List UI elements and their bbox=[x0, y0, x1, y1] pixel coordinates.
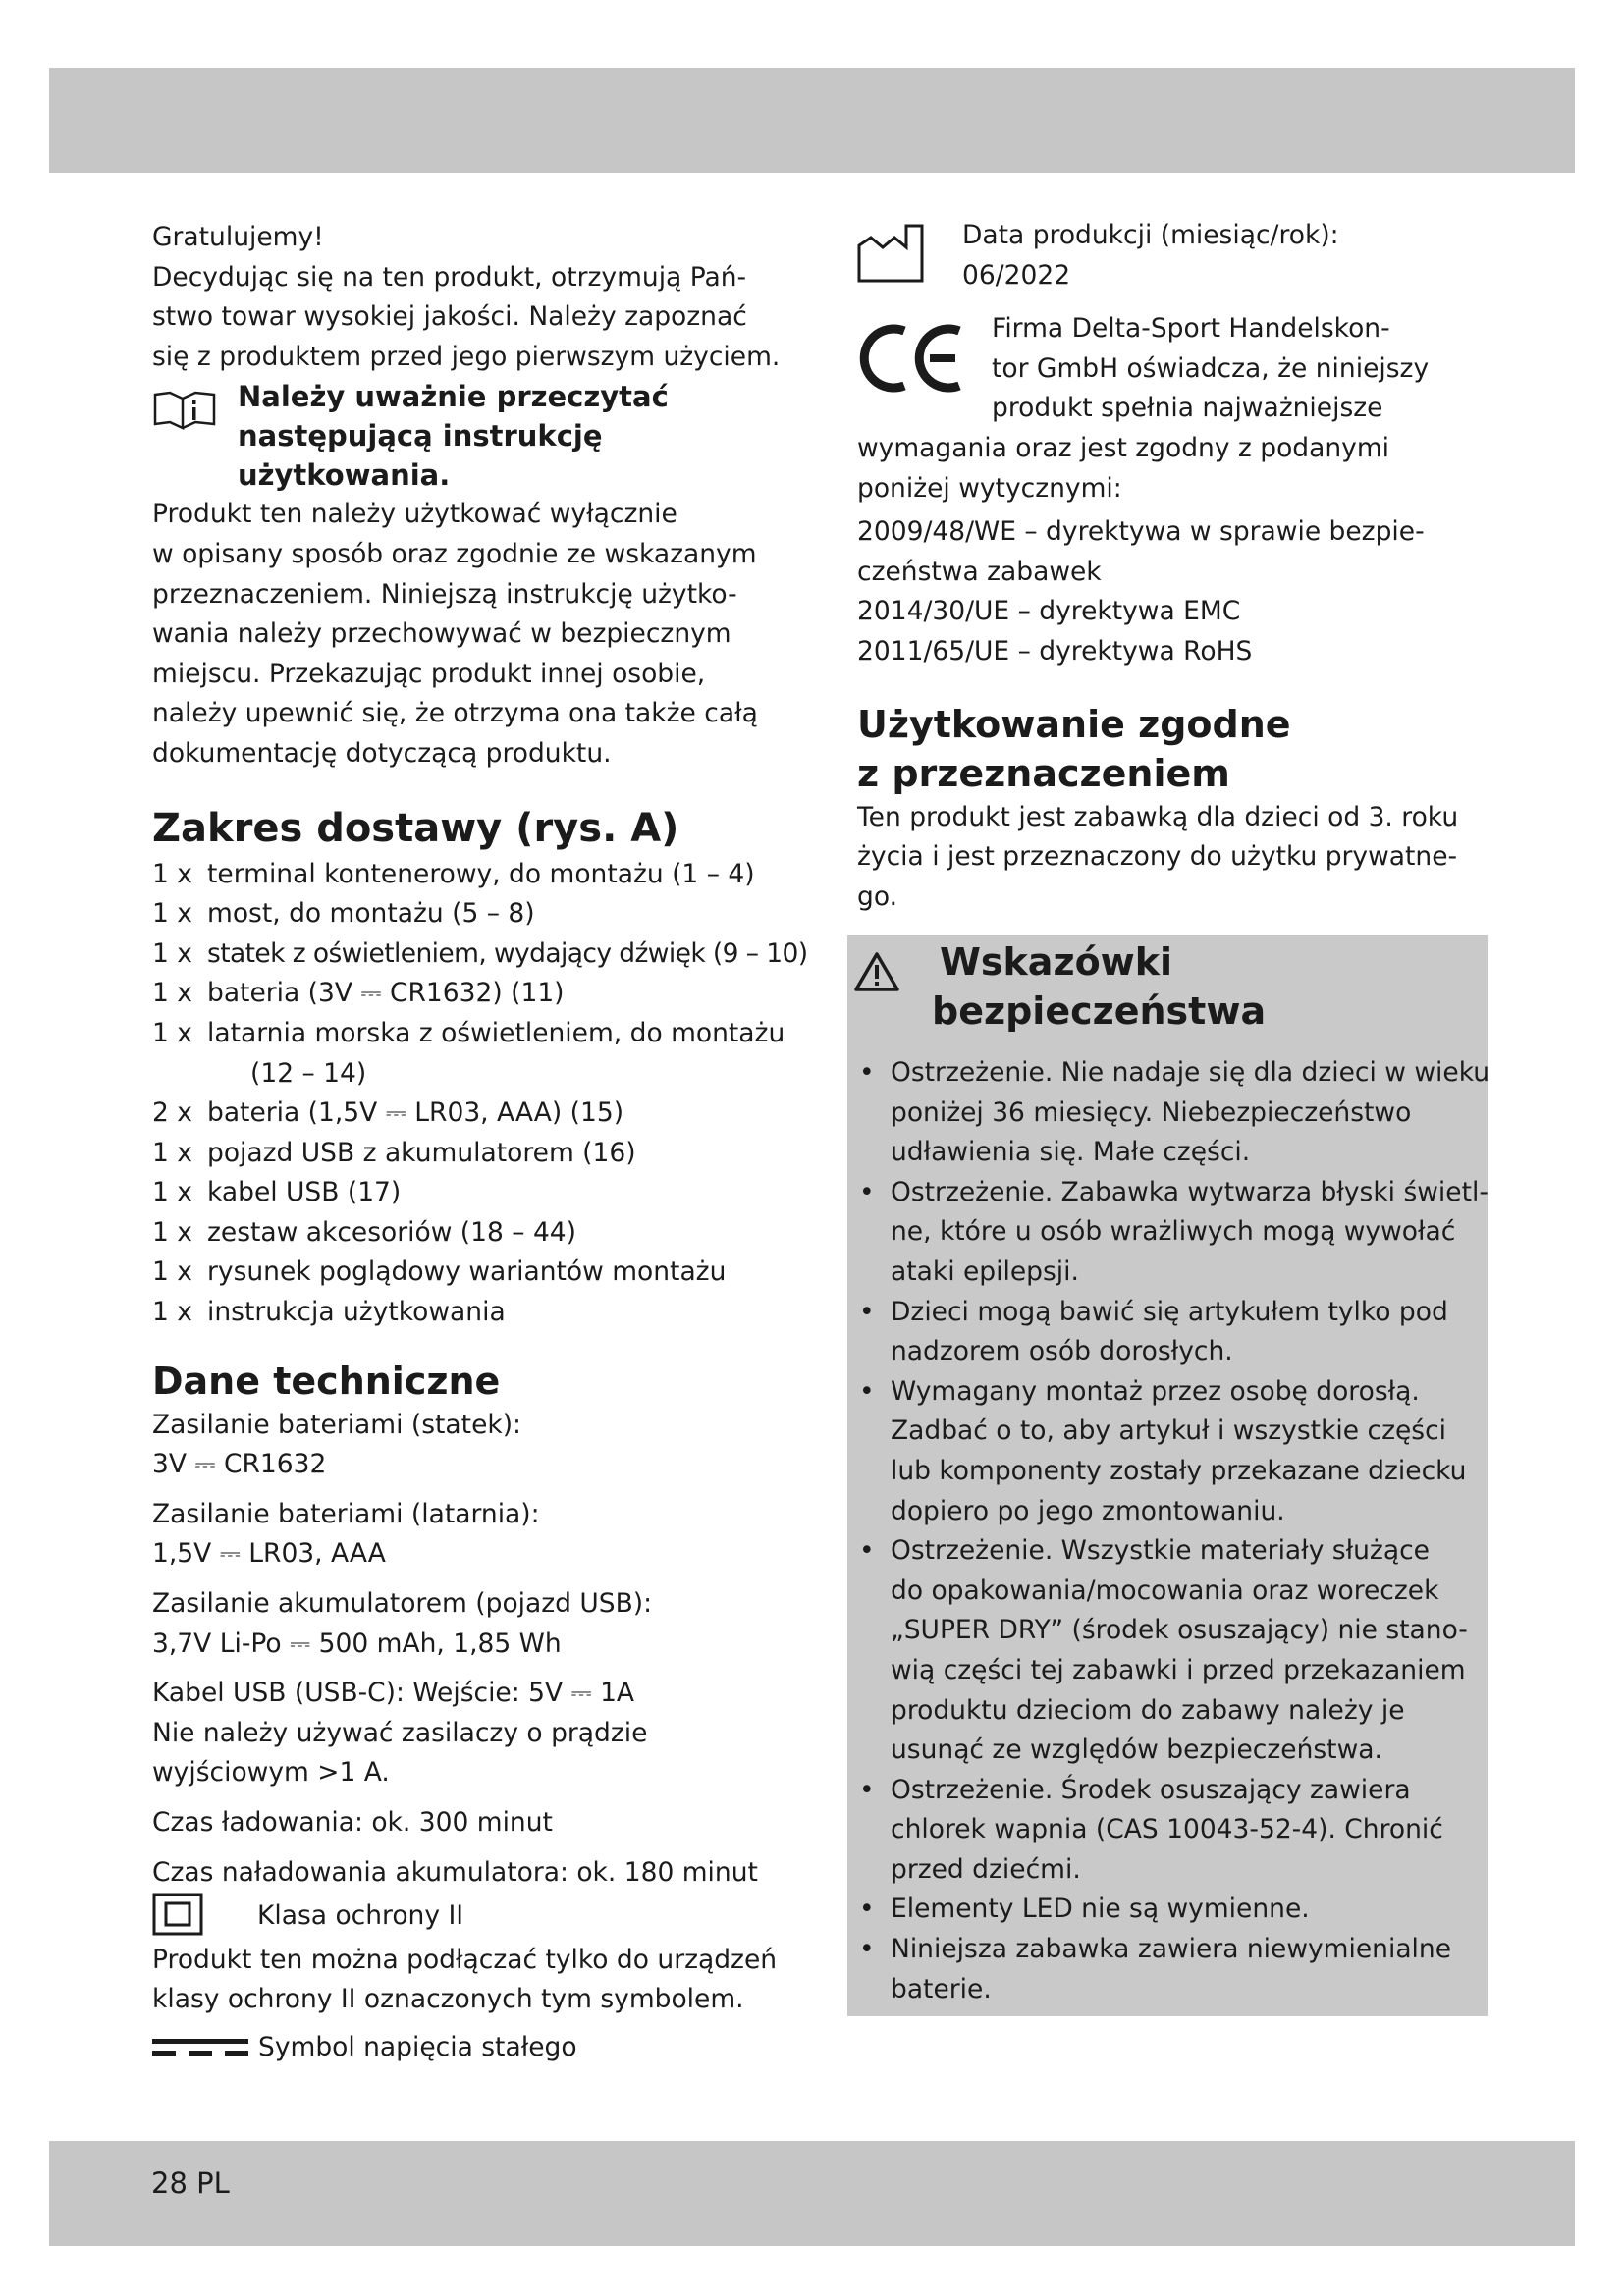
tech-lighthouse: Zasilanie bateriami (latarnia): 1,5V ⎓ LR03, AAA bbox=[152, 1498, 540, 1570]
directive-rohs: 2011/65/UE – dyrektywa RoHS bbox=[857, 635, 1253, 667]
read-instructions-notice bbox=[152, 377, 781, 495]
direct-current-icon bbox=[152, 2037, 248, 2060]
list-item: • Ostrzeżenie. Zabawka wytwarza błyski świetl- ne, które u osób wrażliwych mogą wywołać ataki epilepsji. bbox=[859, 1173, 1488, 1293]
list-item: • Ostrzeżenie. Nie nadaje się dla dzieci w wieku poniżej 36 miesięcy. Niebezpieczeństwo udławienia się. Małe części. bbox=[859, 1053, 1488, 1173]
manufacture-date-icon bbox=[857, 224, 926, 283]
protection-class-row: Klasa ochrony II bbox=[152, 1896, 781, 1937]
list-item: • Wymagany montaż przez osobę dorosłą. Zadbać o to, aby artykuł i wszystkie części lub komponenty zostały przekazane dziecku dopiero po jego zmontowaniu. bbox=[859, 1372, 1488, 1531]
tech-run-time: Czas naładowania akumulatora: ok. 180 minut bbox=[152, 1856, 758, 1888]
directive-toys: 2009/48/WE – dyrektywa w sprawie bezpie- czeństwa zabawek bbox=[857, 516, 1425, 587]
notice-heading: Należy uważnie przeczytać następującą instrukcję użytkowania. bbox=[238, 380, 669, 493]
safety-box bbox=[847, 935, 1488, 2016]
left-column bbox=[152, 218, 808, 2068]
intro-greeting: Gratulujemy! bbox=[152, 222, 324, 252]
intended-use-text: Ten produkt jest zabawką dla dzieci od 3. roku życia i jest przeznaczony do użytku prywatne- go. bbox=[857, 801, 1459, 912]
list-item: 1 x kabel USB (17) bbox=[152, 1177, 402, 1208]
list-item: 1 x most, do montażu (5 – 8) bbox=[152, 898, 535, 930]
list-item: 1 x instrukcja użytkowania bbox=[152, 1297, 506, 1328]
list-item: • Elementy LED nie są wymienne. bbox=[859, 1890, 1488, 1930]
delivery-list bbox=[152, 855, 808, 1333]
ce-declaration: Firma Delta-Sport Handelskon- tor GmbH oświadcza, że niniejszy produkt spełnia najważniejsze bbox=[857, 309, 1486, 429]
tech-cable: Kabel USB (USB-C): Wejście: 5V ⎓ 1A Nie należy używać zasilaczy o prądzie wyjściowym >1 A. bbox=[152, 1678, 648, 1789]
intro-text: Decydując się na ten produkt, otrzymują Pań- stwo towar wysokiej jakości. Należy zapoznać się z produktem przed jego pierwszym użyciem. bbox=[152, 261, 781, 372]
protection-class-ii-icon bbox=[152, 1893, 203, 1936]
tech-vehicle: Zasilanie akumulatorem (pojazd USB): 3,7V Li-Po ⎓ 500 mAh, 1,85 Wh bbox=[152, 1588, 653, 1659]
right-column bbox=[857, 216, 1486, 917]
manual-info-icon bbox=[152, 389, 217, 430]
tech-ship: Zasilanie bateriami (statek): 3V ⎓ CR1632 bbox=[152, 1409, 521, 1480]
page-number: 28 PL bbox=[151, 2166, 230, 2200]
header-band bbox=[49, 68, 1575, 173]
list-item: 1 x terminal kontenerowy, do montażu (1 – 4) bbox=[152, 858, 755, 889]
safety-list bbox=[859, 1053, 1488, 2009]
list-item: 1 x latarnia morska z oświetleniem, do montażu (12 – 14) bbox=[152, 1017, 785, 1089]
directive-emc: 2014/30/UE – dyrektywa EMC bbox=[857, 596, 1241, 627]
safety-heading: Wskazówki bezpieczeństwa bbox=[853, 937, 1482, 1036]
delivery-heading: Zakres dostawy (rys. A) bbox=[152, 805, 679, 851]
ce-mark-icon bbox=[857, 323, 967, 394]
list-item: • Dzieci mogą bawić się artykułem tylko pod nadzorem osób dorosłych. bbox=[859, 1293, 1488, 1372]
usage-text: Produkt ten należy użytkować wyłącznie w opisany sposób oraz zgodnie ze wskazanym przeznaczeniem. Niniejszą instrukcję użytko- wania należy przechowywać w bezpiecznym miejscu. Przekazując produkt innej osobie, należy upewnić się, że otrzyma ona także całą dokumentację dotyczącą produktu. bbox=[152, 499, 758, 769]
tech-heading: Dane techniczne bbox=[152, 1359, 501, 1403]
ce-text: wymagania oraz jest zgodny z podanymi poniżej wytycznymi: bbox=[857, 432, 1390, 504]
list-item: 1 x zestaw akcesoriów (18 – 44) bbox=[152, 1216, 577, 1248]
list-item: • Niniejsza zabawka zawiera niewymienialne baterie. bbox=[859, 1930, 1488, 2009]
list-item: 1 x statek z oświetleniem, wydający dźwięk (9 – 10) bbox=[152, 937, 808, 969]
list-item: 1 x bateria (3V ⎓ CR1632) (11) bbox=[152, 978, 565, 1009]
production-date: Data produkcji (miesiąc/rok): 06/2022 bbox=[857, 216, 1486, 295]
protection-note: Produkt ten można podłączać tylko do urządzeń klasy ochrony II oznaczonych tym symbolem. bbox=[152, 1944, 778, 2015]
list-item: • Ostrzeżenie. Wszystkie materiały służące do opakowania/mocowania oraz woreczek „SUPER DRY” (środek osuszający) nie stano- wią części tej zabawki i przed przekazaniem produktu dzieciom do zabawy należy je usunąć ze względów bezpieczeństwa. bbox=[859, 1531, 1488, 1771]
dc-symbol-row: Symbol napięcia stałego bbox=[152, 2028, 781, 2068]
tech-charge-time: Czas ładowania: ok. 300 minut bbox=[152, 1807, 553, 1838]
list-item: 2 x bateria (1,5V ⎓ LR03, AAA) (15) bbox=[152, 1097, 624, 1129]
footer-band bbox=[49, 2141, 1575, 2246]
intended-use-heading: Użytkowanie zgodne z przeznaczeniem bbox=[857, 702, 1291, 795]
warning-triangle-icon bbox=[853, 951, 900, 992]
list-item: 1 x pojazd USB z akumulatorem (16) bbox=[152, 1137, 636, 1168]
list-item: 1 x rysunek poglądowy wariantów montażu bbox=[152, 1256, 727, 1288]
list-item: • Ostrzeżenie. Środek osuszający zawiera chlorek wapnia (CAS 10043-52-4). Chronić przed dziećmi. bbox=[859, 1771, 1488, 1891]
